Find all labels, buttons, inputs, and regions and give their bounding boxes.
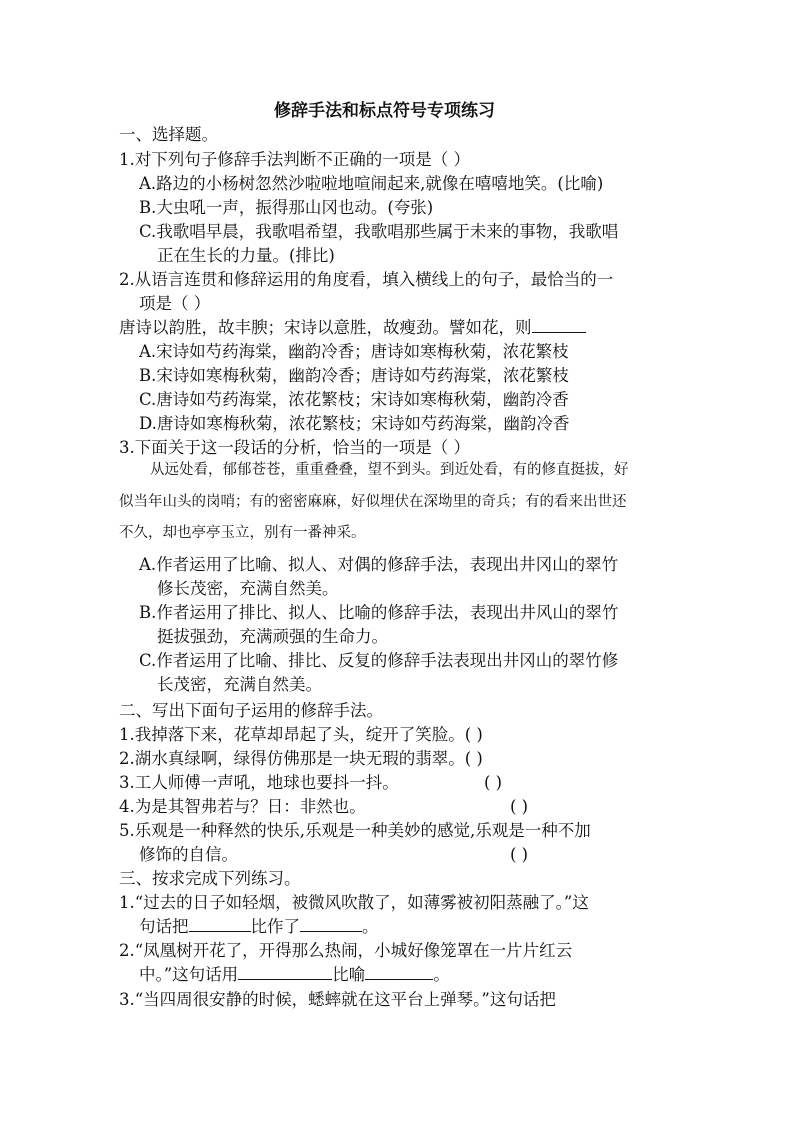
s3-q1-line2	[139, 915, 379, 939]
q3-option-a-cont: 修长茂密，充满自然美。	[157, 579, 339, 598]
q1-option-b: B.大虫吼一声，振得那山冈也动。(夸张)	[139, 198, 434, 217]
q3-passage-line3: 不久，却也亭亭玉立，别有一番神采。	[119, 525, 366, 541]
s3-q3-line1: 3.“当四周很安静的时候，蟋蟀就在这平台上弹琴。”这句话把	[119, 990, 556, 1009]
q2-option-a: A.宋诗如芍药海棠，幽韵冷香；唐诗如寒梅秋菊，浓花繁枝	[139, 342, 569, 361]
section3-heading: 三、按求完成下列练习。	[119, 869, 301, 888]
q2-option-d: D.唐诗如寒梅秋菊，浓花繁枝；宋诗如芍药海棠，幽韵冷香	[139, 414, 570, 433]
q2-answer-blank[interactable]	[532, 317, 586, 333]
q1-stem: 1.对下列句子修辞手法判断不正确的一项是（ ）	[119, 150, 470, 169]
s3-q1-line1: 1.“过去的日子如轻烟，被微风吹散了，如薄雾被初阳蒸融了。”这	[119, 893, 589, 912]
s3-q1-blank-1[interactable]	[189, 916, 251, 932]
s3-q1-text-c: 。	[362, 917, 379, 936]
s3-q2-text-a: 中。”这句话用	[139, 965, 239, 984]
s2-item-5-blank[interactable]: ( )	[510, 845, 529, 864]
s3-q2-blank-1[interactable]	[238, 964, 332, 980]
s3-q2-blank-2[interactable]	[365, 964, 433, 980]
s3-q2-line2	[139, 963, 450, 987]
s3-q1-text-b: 比作了	[250, 917, 300, 936]
q2-stem: 2.从语言连贯和修辞运用的角度看，填入横线上的句子，最恰当的一	[119, 270, 614, 289]
q2-option-b: B.宋诗如寒梅秋菊，幽韵冷香；唐诗如芍药海棠，浓花繁枝	[139, 366, 569, 385]
q2-option-c: C.唐诗如芍药海棠，浓花繁枝；宋诗如寒梅秋菊，幽韵冷香	[139, 390, 569, 409]
q3-stem: 3.下面关于这一段话的分析，恰当的一项是（ ）	[119, 438, 470, 457]
q3-option-c-cont: 长茂密，充满自然美。	[157, 675, 322, 694]
s3-q2-text-c: 。	[433, 965, 450, 984]
s2-item-5: 5.乐观是一种释然的快乐,乐观是一种美妙的感觉,乐观是一种不加	[119, 821, 591, 840]
q3-option-c: C.作者运用了比喻、排比、反复的修辞手法表现出井冈山的翠竹修	[139, 651, 619, 670]
s2-item-4-blank[interactable]: ( )	[510, 797, 529, 816]
q2-context-text: 唐诗以韵胜，故丰腴；宋诗以意胜，故瘦劲。譬如花，则	[119, 318, 532, 337]
q3-option-b-cont: 挺拔强劲，充满顽强的生命力。	[157, 627, 388, 646]
s3-q1-blank-2[interactable]	[300, 916, 362, 932]
s2-item-3: 3.工人师傅一声吼，地球也要抖一抖。	[119, 773, 399, 792]
q3-passage-line2: 似当年山头的岗哨；有的密密麻麻，好似埋伏在深坳里的奇兵；有的看来出世还	[119, 494, 627, 510]
s2-item-4: 4.为是其智弗若与？日：非然也。	[119, 797, 366, 816]
s2-item-3-blank[interactable]: ( )	[484, 773, 503, 792]
s3-q2-text-b: 比喻	[332, 965, 366, 984]
page-title: 修辞手法和标点符号专项练习	[274, 101, 495, 121]
q1-option-c: C.我歌唱早晨，我歌唱希望，我歌唱那些属于未来的事物，我歌唱	[139, 222, 619, 241]
q3-option-b: B.作者运用了排比、拟人、比喻的修辞手法，表现出井风山的翠竹	[139, 603, 619, 622]
s3-q1-text-a: 句话把	[139, 917, 189, 936]
s2-item-2: 2.湖水真绿啊，绿得仿佛那是一块无瑕的翡翠。( )	[119, 749, 483, 768]
q2-context	[119, 316, 586, 340]
s2-item-5-cont: 修饰的自信。	[139, 845, 238, 864]
q2-stem-cont: 项是（ ）	[139, 294, 211, 313]
q1-option-a: A.路边的小杨树忽然沙啦啦地喧闹起来,就像在嘻嘻地笑。(比喻)	[139, 174, 604, 193]
q3-passage-line1: 从远处看，郁郁苍苍，重重叠叠，望不到头。到近处看，有的修直挺拔，好	[150, 462, 629, 478]
s2-item-1: 1.我掉落下来，花草却昂起了头，绽开了笑脸。( )	[119, 725, 483, 744]
q1-option-c-cont: 正在生长的力量。(排比)	[157, 246, 335, 265]
section1-heading: 一、选择题。	[119, 125, 218, 144]
q3-option-a: A.作者运用了比喻、拟人、对偶的修辞手法，表现出井冈山的翠竹	[139, 555, 619, 574]
section2-heading: 二、写出下面句子运用的修辞手法。	[119, 701, 383, 720]
s3-q2-line1: 2.“凤凰树开花了，开得那么热闹，小城好像笼罩在一片片红云	[119, 941, 573, 960]
